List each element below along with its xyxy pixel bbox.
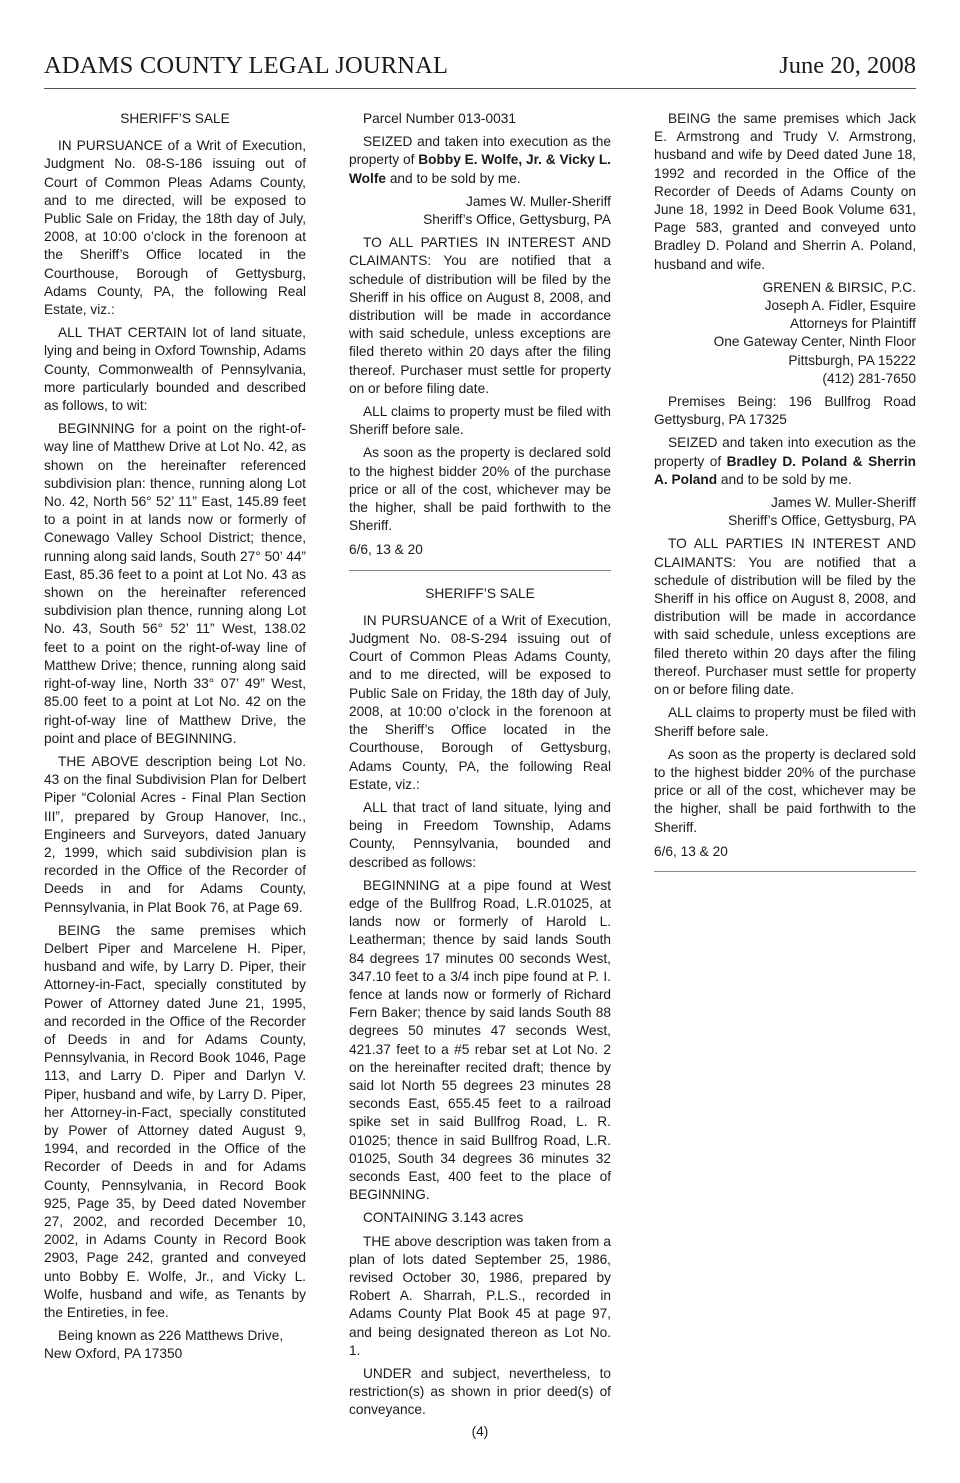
sheriff-name: James W. Muller-Sheriff xyxy=(465,193,611,209)
pursuance-paragraph: IN PURSUANCE of a Writ of Execution, Judgment No. 08-S-186 issuing out of Court of Common Pleas Adams County, and to me directed, will be exposed to Public Sale on Friday, the 18th day of July, 2008, at 10:00 o’clock in the forenoon at the Sheriff’s Office located in the Courthouse, Borough of Gettysburg, Adams County, PA, the following Real Estate, viz.: xyxy=(44,138,306,318)
seized-paragraph-2 xyxy=(654,434,916,489)
address-paragraph: Being known as 226 Matthews Drive, New Oxford, PA 17350 xyxy=(44,1328,284,1362)
tract-paragraph: ALL that tract of land situate, lying and being in Freedom Township, Adams County, Pennsylvania, bounded and described as follows: xyxy=(349,799,611,870)
publication-dates-2: 6/6, 13 & 20 xyxy=(654,843,728,859)
being-paragraph: BEING the same premises which Delbert Piper and Marcelene H. Piper, husband and wife, by Larry D. Piper, their Attorney-in-Fact, specially constituted by Power of Attorney dated June 21, 1995, and recorded in the Office of the Recorder of Deeds in and for Adams County, Pennsylvania, in Record Book 1046, Page 113, and Larry D. Piper and Darlyn V. Piper, husband and wife, by Larry D. Piper, her Attorney-in-Fact, specially constituted by Power of Attorney dated August 9, 1994, and recorded in the Office of the Recorder of Deeds in and for Adams County, Pennsylvania, in Record Book 925, Page 35, by Deed dated November 27, 2002, and recorded December 10, 2002, in Adams County in Record Book 2903, Page 242, granted and conveyed unto Bobby E. Wolfe, Jr., and Vicky L. Wolfe, husband and wife, as Tenants by the Entireties, in fee. xyxy=(44,922,306,1320)
all-that-certain-paragraph: ALL THAT CERTAIN lot of land situate, lying and being in Oxford Township, Adams County, Commonwealth of Pennsylvania, more particularly bounded and described as follows, to wit: xyxy=(44,325,306,414)
column-1 xyxy=(44,110,306,1369)
attorney-role: Attorneys for Plaintiff xyxy=(789,316,916,332)
restriction-paragraph: UNDER and subject, nevertheless, to restriction(s) as shown in prior deed(s) of conveyance. xyxy=(349,1366,611,1418)
claims-paragraph: ALL claims to property must be filed with Sheriff before sale. xyxy=(349,404,611,438)
seized-text-2: SEIZED and taken into execution as the property of xyxy=(654,435,916,469)
sheriff-office-2: Sheriff’s Office, Gettysburg, PA xyxy=(728,513,916,529)
seized-suffix-2: and to be sold by me. xyxy=(717,471,852,487)
beginning-paragraph: BEGINNING for a point on the right-of-way line of Matthew Drive at Lot No. 42, as shown on the hereinafter referenced subdivision plan: thence, running along Lot No. 42, North 56° 52’ 11” East, 145.89 feet to a point in at lands now or formerly of Conewago Valley School District; thence, running along said lands, South 27° 50’ 44” East, 85.36 feet to a point at Lot No. 43 as shown on the hereinafter referenced subdivision plan thence, running along Lot No. 43, South 56° 52’ 11” West, 138.02 feet to a point on the right-of-way line of Matthew Drive; thence, running along said right-of-way line, North 33° 07’ 49” West, 85.00 feet to a point at Lot No. 42 on the right-of-way line of Matthew Drive, the point and place of BEGINNING. xyxy=(44,421,306,746)
masthead xyxy=(44,52,916,89)
seized-paragraph xyxy=(349,133,611,188)
column-2 xyxy=(349,110,611,1425)
firm-address-1: One Gateway Center, Ninth Floor xyxy=(713,334,916,350)
declared-paragraph-2: As soon as the property is declared sold to the highest bidder 20% of the purchase price or all of the cost, whichever may be the higher, shall be paid forthwith to the Sheriff. xyxy=(654,746,916,835)
firm-phone: (412) 281-7650 xyxy=(822,370,916,386)
column-3 xyxy=(654,110,916,886)
issue-date: June 20, 2008 xyxy=(779,52,916,79)
law-firm: GRENEN & BIRSIC, P.C. xyxy=(762,279,916,295)
firm-address-2: Pittsburgh, PA 15222 xyxy=(788,352,916,368)
attorney-name: Joseph A. Fidler, Esquire xyxy=(764,298,916,314)
acreage-line: CONTAINING 3.143 acres xyxy=(363,1210,524,1226)
section-divider-2 xyxy=(654,871,916,872)
defendant-names-2: Bradley D. Poland & Sherrin A. Poland xyxy=(654,453,916,487)
description-paragraph: THE ABOVE description being Lot No. 43 on the final Subdivision Plan for Delbert Piper “Colonial Acres - Final Plan Section III”, prepared by Group Hanover, Inc., Engineers and Surveyors, dated January 2, 1999, which said subdivision plan is recorded in the Office of the Recorder of Deeds in and for Adams County, Pennsylvania, in Plat Book 76, at Page 69. xyxy=(44,753,306,915)
seized-suffix: and to be sold by me. xyxy=(386,170,521,186)
notice-paragraph-2: TO ALL PARTIES IN INTEREST AND CLAIMANTS: You are notified that a schedule of distribution will be filed by the Sheriff in his office on August 8, 2008, and distribution will be made in accordance with said schedule, unless exceptions are filed thereto within 20 days after the filing thereof. Purchaser must settle for property on or before filing date. xyxy=(654,536,916,698)
defendant-names: Bobby E. Wolfe, Jr. & Vicky L. Wolfe xyxy=(349,152,611,186)
section-divider xyxy=(349,570,611,571)
sheriff-name-2: James W. Muller-Sheriff xyxy=(770,495,916,511)
sale-heading: SHERIFF’S SALE xyxy=(120,111,230,126)
claims-paragraph-2: ALL claims to property must be filed with Sheriff before sale. xyxy=(654,705,916,739)
being-paragraph-2: BEING the same premises which Jack E. Armstrong and Trudy V. Armstrong, husband and wife by Deed dated June 18, 1992 and recorded in the Office of the Recorder of Deeds of Adams County on June 18, 1992 in Deed Book Volume 631, Page 583, granted and conveyed unto Bradley D. Poland and Sherrin A. Poland, husband and wife. xyxy=(654,111,916,272)
plan-paragraph: THE above description was taken from a plan of lots dated September 25, 1986, revised October 30, 1986, prepared by Robert A. Sharrah, P.L.S., recorded in Adams County Plat Book 45 at page 97, and being designated thereon as Lot No. 1. xyxy=(349,1233,611,1358)
beginning-paragraph-2: BEGINNING at a pipe found at West edge of the Bullfrog Road, L.R.01025, at lands now or formerly of Harold L. Leatherman; thence by said lands South 84 degrees 17 minutes 00 seconds West, 347.10 feet to a 3/4 inch pipe found at P. I. fence at lands now or formerly of Richard Fern Baker; thence by said lands South 88 degrees 50 minutes 47 seconds West, 421.37 feet to a #5 rebar set at Lot No. 2 on the hereinafter recited draft; thence by said lot North 55 degrees 23 minutes 28 seconds East, 655.45 feet to a railroad spike set in said Bullfrog Road, L. R. 01025; thence in said Bullfrog Road, L.R. 01025, South 34 degrees 36 minutes 32 seconds East, 400 feet to the place of BEGINNING. xyxy=(349,877,611,1203)
pursuance-paragraph-2: IN PURSUANCE of a Writ of Execution, Judgment No. 08-S-294 issuing out of Court of Common Pleas Adams County, and to me directed, will be exposed to Public Sale on Friday, the 18th day of July, 2008, at 10:00 o’clock in the forenoon at the Sheriff’s Office located in the Courthouse, Borough of Gettysburg, Adams County, PA, the following Real Estate, viz.: xyxy=(349,612,611,792)
journal-title: ADAMS COUNTY LEGAL JOURNAL xyxy=(44,52,449,79)
premises-paragraph: Premises Being: 196 Bullfrog Road Gettysburg, PA 17325 xyxy=(654,394,916,428)
parcel-number: Parcel Number 013-0031 xyxy=(363,111,516,126)
page-number: (4) xyxy=(471,1424,489,1439)
declared-paragraph: As soon as the property is declared sold to the highest bidder 20% of the purchase price or all of the cost, whichever may be the higher, shall be paid forthwith to the Sheriff. xyxy=(349,445,611,534)
notice-paragraph: TO ALL PARTIES IN INTEREST AND CLAIMANTS: You are notified that a schedule of distribution will be filed by the Sheriff in his office on August 8, 2008, and distribution will be made in accordance with said schedule, unless exceptions are filed thereto within 20 days after the filing thereof. Purchaser must settle for property on or before filing date. xyxy=(349,235,611,396)
sheriff-office: Sheriff’s Office, Gettysburg, PA xyxy=(423,212,611,228)
seized-text: SEIZED and taken into execution as the property of xyxy=(349,134,611,168)
sale-heading-2: SHERIFF’S SALE xyxy=(425,585,535,601)
publication-dates: 6/6, 13 & 20 xyxy=(349,542,423,558)
